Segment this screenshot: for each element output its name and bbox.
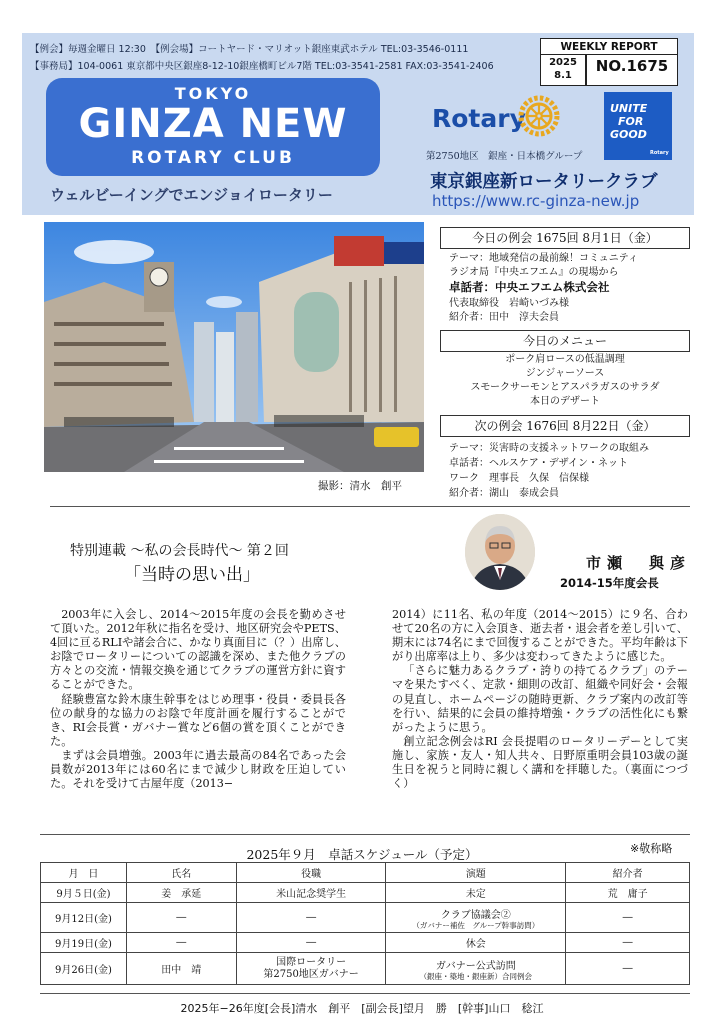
today-introducer: 紹介者：田中 淳夫会員 (449, 312, 559, 323)
schedule-title: 2025年９月 卓話スケジュール（予定） (246, 847, 478, 862)
menu-item: ジンジャーソース (525, 368, 605, 379)
row-date: 9月５日(金) (41, 883, 127, 903)
author-name: 市瀬 與彦 (586, 554, 692, 572)
row-role: ― (236, 903, 386, 933)
author-role: 2014-15年度会長 (560, 576, 659, 590)
footer-divider (40, 993, 690, 994)
today-theme-line: ラジオ局『中央エフエム』の現場から (449, 267, 619, 278)
row-date: 9月12日(金) (41, 903, 127, 933)
menu-item: スモークサーモンとアスパラガスのサラダ (470, 382, 660, 393)
issue-day: 8.1 (554, 70, 572, 81)
table-header-row (41, 863, 690, 883)
weekly-report-box (540, 38, 678, 86)
logo-ginza-new: GINZA NEW (78, 101, 348, 147)
article-paragraph: 創立記念例会はRI 会長提唱のロータリーデーとして実施し、家族・友人・知人共々、日野原重明会員103歳の誕生日を祝うと同時に親しく講和を拝聴した。（裏面につづく） (392, 734, 688, 791)
table-row (41, 953, 690, 985)
row-topic-main: ガバナー公式訪問 (435, 960, 516, 972)
row-name: ― (126, 903, 236, 933)
next-speaker: 卓話者：ヘルスケア・デザイン・ネット (449, 458, 628, 469)
photo-credit: 撮影：清水 創平 (318, 480, 402, 492)
row-name: ― (126, 933, 236, 953)
row-topic (386, 903, 566, 933)
serial-title: 特別連載 〜私の会長時代〜 第２回 (70, 543, 289, 559)
logo-tokyo: TOKYO (174, 84, 252, 103)
table-row (41, 903, 690, 933)
section-divider (40, 834, 690, 835)
today-meeting-heading: 今日の例会 1675回 8月1日（金） (440, 227, 690, 249)
unite-for-good-badge (604, 92, 672, 160)
today-theme-line: テーマ：地域発信の最前線！コミュニティ (449, 253, 638, 264)
article-title: 「当時の思い出」 (124, 565, 260, 585)
photo-illustration (44, 222, 424, 472)
office-info: 【事務局】104-0061 東京都中央区銀座8-12-10銀座橋町ビル7階 TEL:03-3541-2581 FAX:03-3541-2406 (30, 61, 494, 72)
unite-small-mark: Rotary (650, 150, 669, 156)
unite-line: UNITE (610, 102, 648, 115)
author-portrait (465, 514, 535, 590)
next-introducer: 紹介者：湖山 泰成会員 (449, 488, 559, 499)
article-paragraph: まずは会員増強。2003年に過去最高の84名であった会員数が2013年には60名にまで減少し財政を圧迫していた。それを受けて古屋年度（2013− (50, 748, 346, 791)
table-row (41, 883, 690, 903)
row-role-sub: 第2750地区ガバナー (263, 968, 359, 980)
logo-rotary-club: ROTARY CLUB (131, 148, 295, 168)
row-name: 田中 靖 (126, 953, 236, 985)
row-topic-sub: （銀座・築地・銀座新）合同例会 (419, 971, 533, 981)
club-name-jp: 東京銀座新ロータリークラブ (430, 172, 658, 192)
row-topic-main: クラブ協議会② (440, 909, 511, 921)
today-speaker-title: 代表取締役 岩崎いづみ様 (449, 298, 569, 309)
article-paragraph: 経験豊富な鈴木康生幹事をはじめ理事・役員・委員長各位の献身的な協力のお陰で年度計画を履行することができ、RI会長賞・ガバナー賞など6個の賞を頂くことができた。 (50, 692, 346, 748)
row-introducer: ― (566, 953, 690, 985)
row-topic: 休会 (386, 933, 566, 953)
club-logo (46, 78, 380, 176)
article-column-left (50, 608, 346, 791)
today-speaker: 卓話者：中央エフエム株式会社 (449, 280, 610, 294)
honorific-note: ※敬称略 (630, 842, 673, 855)
next-meeting-heading: 次の例会 1676回 8月22日（金） (440, 415, 690, 437)
issue-date (543, 56, 583, 82)
row-topic (386, 953, 566, 985)
menu-item: ポーク肩ロースの低温調理 (505, 354, 625, 365)
article-paragraph: 2014）に11名、私の年度（2014〜2015）に９名、合わせて20名の方に入会頂き、逝去者・退会者を差し引いて、期末には74名にまで回復することができた。平均年齢は下がり出席率は上り、多少は変わってきたように感じた。 (392, 608, 688, 664)
divider (585, 55, 587, 85)
column-header: 演題 (386, 863, 566, 883)
unite-line: GOOD (610, 128, 647, 141)
article-paragraph: 「さらに魅力あるクラブ・誇りの持てるクラブ」のテーマを果たすべく、定款・細則の改訂、組織や同好会・会報の見直し、ホームページの随時更新、クラブ案内の改訂等を行い、結果的に会員の維持増強・クラブの活性化にも繋がったように思う。 (392, 664, 688, 734)
column-header: 月 日 (41, 863, 127, 883)
row-role: ― (236, 933, 386, 953)
next-theme-line: テーマ：災害時の支援ネットワークの取組み (449, 443, 649, 454)
district-group: 第2750地区 銀座・日本橋グループ (426, 151, 583, 162)
row-date: 9月26日(金) (41, 953, 127, 985)
slogan: ウェルビーイングでエンジョイロータリー (50, 186, 333, 204)
column-header: 役職 (236, 863, 386, 883)
next-speaker-title: ワーク 理事長 久保 信保様 (449, 473, 589, 484)
rotary-wheel-icon (518, 95, 560, 137)
row-name: 姜 承延 (126, 883, 236, 903)
row-topic-sub: （ガバナー補佐 グループ幹事訪問） (412, 920, 540, 930)
menu-item: 本日のデザート (530, 396, 600, 407)
row-role (236, 953, 386, 985)
menu-heading: 今日のメニュー (440, 330, 690, 352)
section-divider (50, 506, 690, 507)
issue-number: NO.1675 (595, 57, 669, 75)
club-url-link[interactable]: https://www.rc-ginza-new.jp (432, 192, 640, 210)
unite-line: FOR (618, 115, 644, 128)
ginza-street-photo (44, 222, 424, 472)
column-header: 氏名 (126, 863, 236, 883)
row-topic: 未定 (386, 883, 566, 903)
issue-year: 2025 (549, 57, 577, 68)
article-paragraph: 2003年に入会し、2014〜2015年度の会長を勤めさせて頂いた。2012年秋に指名を受け、地区研究会やPETS、4回に亘るRLIや諸会合に、かなり真面目に（？）出席し、お陰でロータリーについての認識を深め、また他クラブの方々との交流・情報交換を通じてクラブの運営方針に資することができた。 (50, 608, 346, 692)
row-role: 米山記念奨学生 (236, 883, 386, 903)
officers-footer: 2025年−26年度[会長]清水 創平 [副会長]望月 勝 [幹事]山口 稔江 (180, 1002, 544, 1015)
row-introducer: ― (566, 903, 690, 933)
weekly-report-label: WEEKLY REPORT (541, 40, 677, 55)
row-date: 9月19日(金) (41, 933, 127, 953)
row-introducer: ― (566, 933, 690, 953)
row-introducer: 荒 庸子 (566, 883, 690, 903)
row-role-main: 国際ロータリー (276, 956, 347, 968)
rotary-wordmark: Rotary (432, 104, 526, 133)
column-header: 紹介者 (566, 863, 690, 883)
meeting-info: 【例会】毎週金曜日 12:30 【例会場】コートヤード・マリオット銀座東武ホテル TEL:03-3546-0111 (30, 44, 469, 55)
article-column-right (392, 608, 688, 791)
table-row (41, 933, 690, 953)
speech-schedule-table (40, 862, 690, 985)
